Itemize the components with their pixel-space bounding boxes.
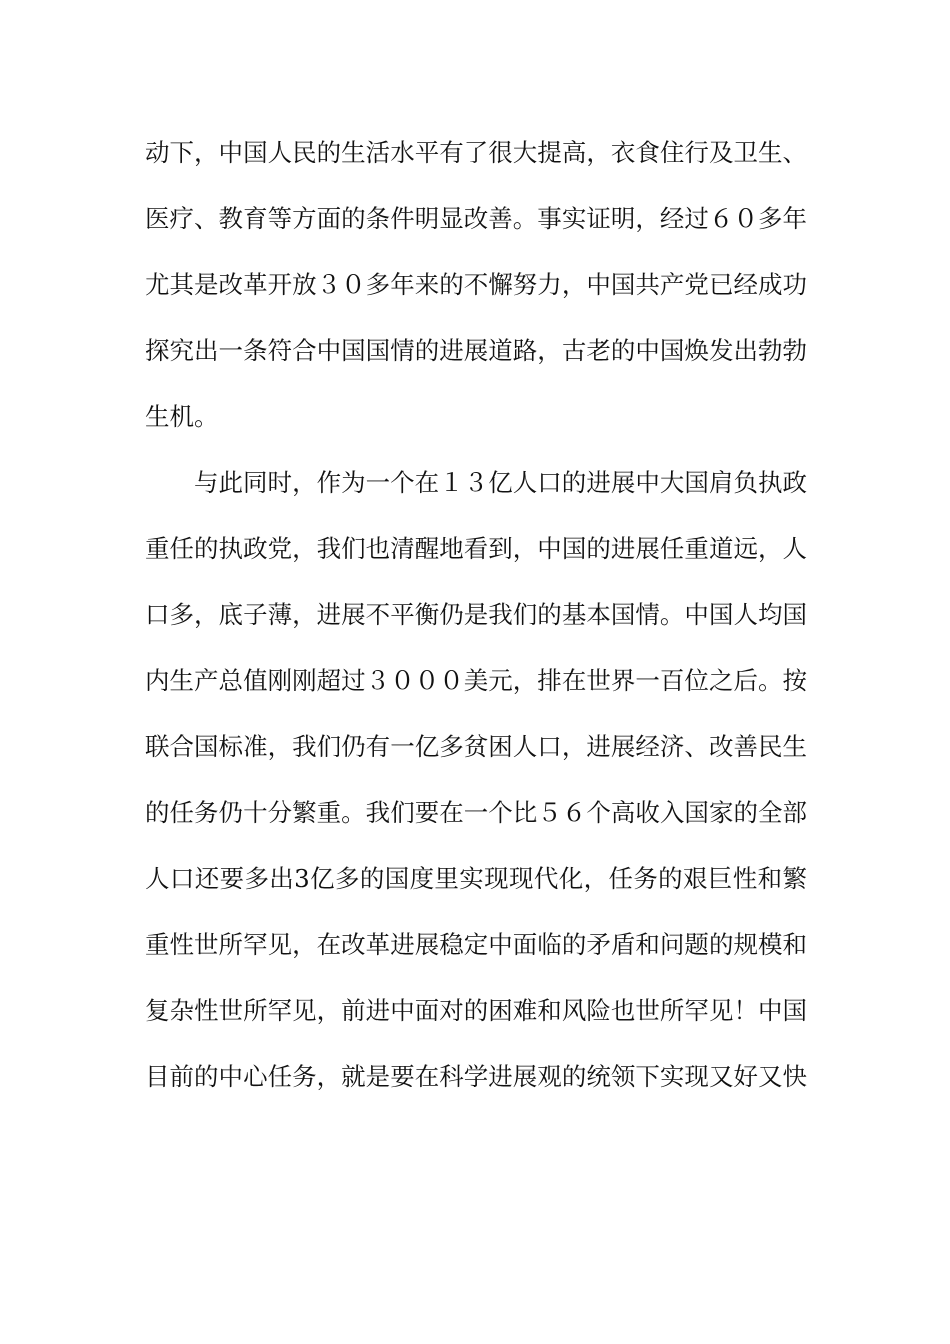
paragraph-2 <box>145 450 807 1110</box>
paragraph-line: 探究出一条符合中国国情的进展道路，古老的中国焕发出勃勃 <box>145 336 807 365</box>
paragraph-line: 重性世所罕见，在改革进展稳定中面临的矛盾和问题的规模和 <box>145 930 807 959</box>
paragraph-line: 复杂性世所罕见，前进中面对的困难和风险也世所罕见！中国 <box>145 996 807 1025</box>
paragraph-line: 生机。 <box>145 402 219 431</box>
paragraph-line: 内生产总值刚刚超过３０００美元，排在世界一百位之后。按 <box>145 666 807 695</box>
paragraph-line: 医疗、教育等方面的条件明显改善。事实证明，经过６０多年 <box>145 204 807 233</box>
paragraph-line: 口多，底子薄，进展不平衡仍是我们的基本国情。中国人均国 <box>145 600 807 629</box>
paragraph-line: 动下，中国人民的生活水平有了很大提高，衣食住行及卫生、 <box>145 138 807 167</box>
paragraph-line: 重任的执政党，我们也清醒地看到，中国的进展任重道远，人 <box>145 534 807 563</box>
paragraph-line: 的任务仍十分繁重。我们要在一个比５６个高收入国家的全部 <box>145 798 807 827</box>
paragraph-line: 联合国标准，我们仍有一亿多贫困人口，进展经济、改善民生 <box>145 732 807 761</box>
paragraph-line: 与此同时，作为一个在１３亿人口的进展中大国肩负执政 <box>194 468 807 497</box>
paragraph-line: 人口还要多出3亿多的国度里实现现代化，任务的艰巨性和繁 <box>145 864 807 893</box>
document-body <box>145 120 807 1110</box>
paragraph-line: 尤其是改革开放３０多年来的不懈努力，中国共产党已经成功 <box>145 270 807 299</box>
paragraph-line: 目前的中心任务，就是要在科学进展观的统领下实现又好又快 <box>145 1062 807 1091</box>
paragraph-1 <box>145 120 807 450</box>
